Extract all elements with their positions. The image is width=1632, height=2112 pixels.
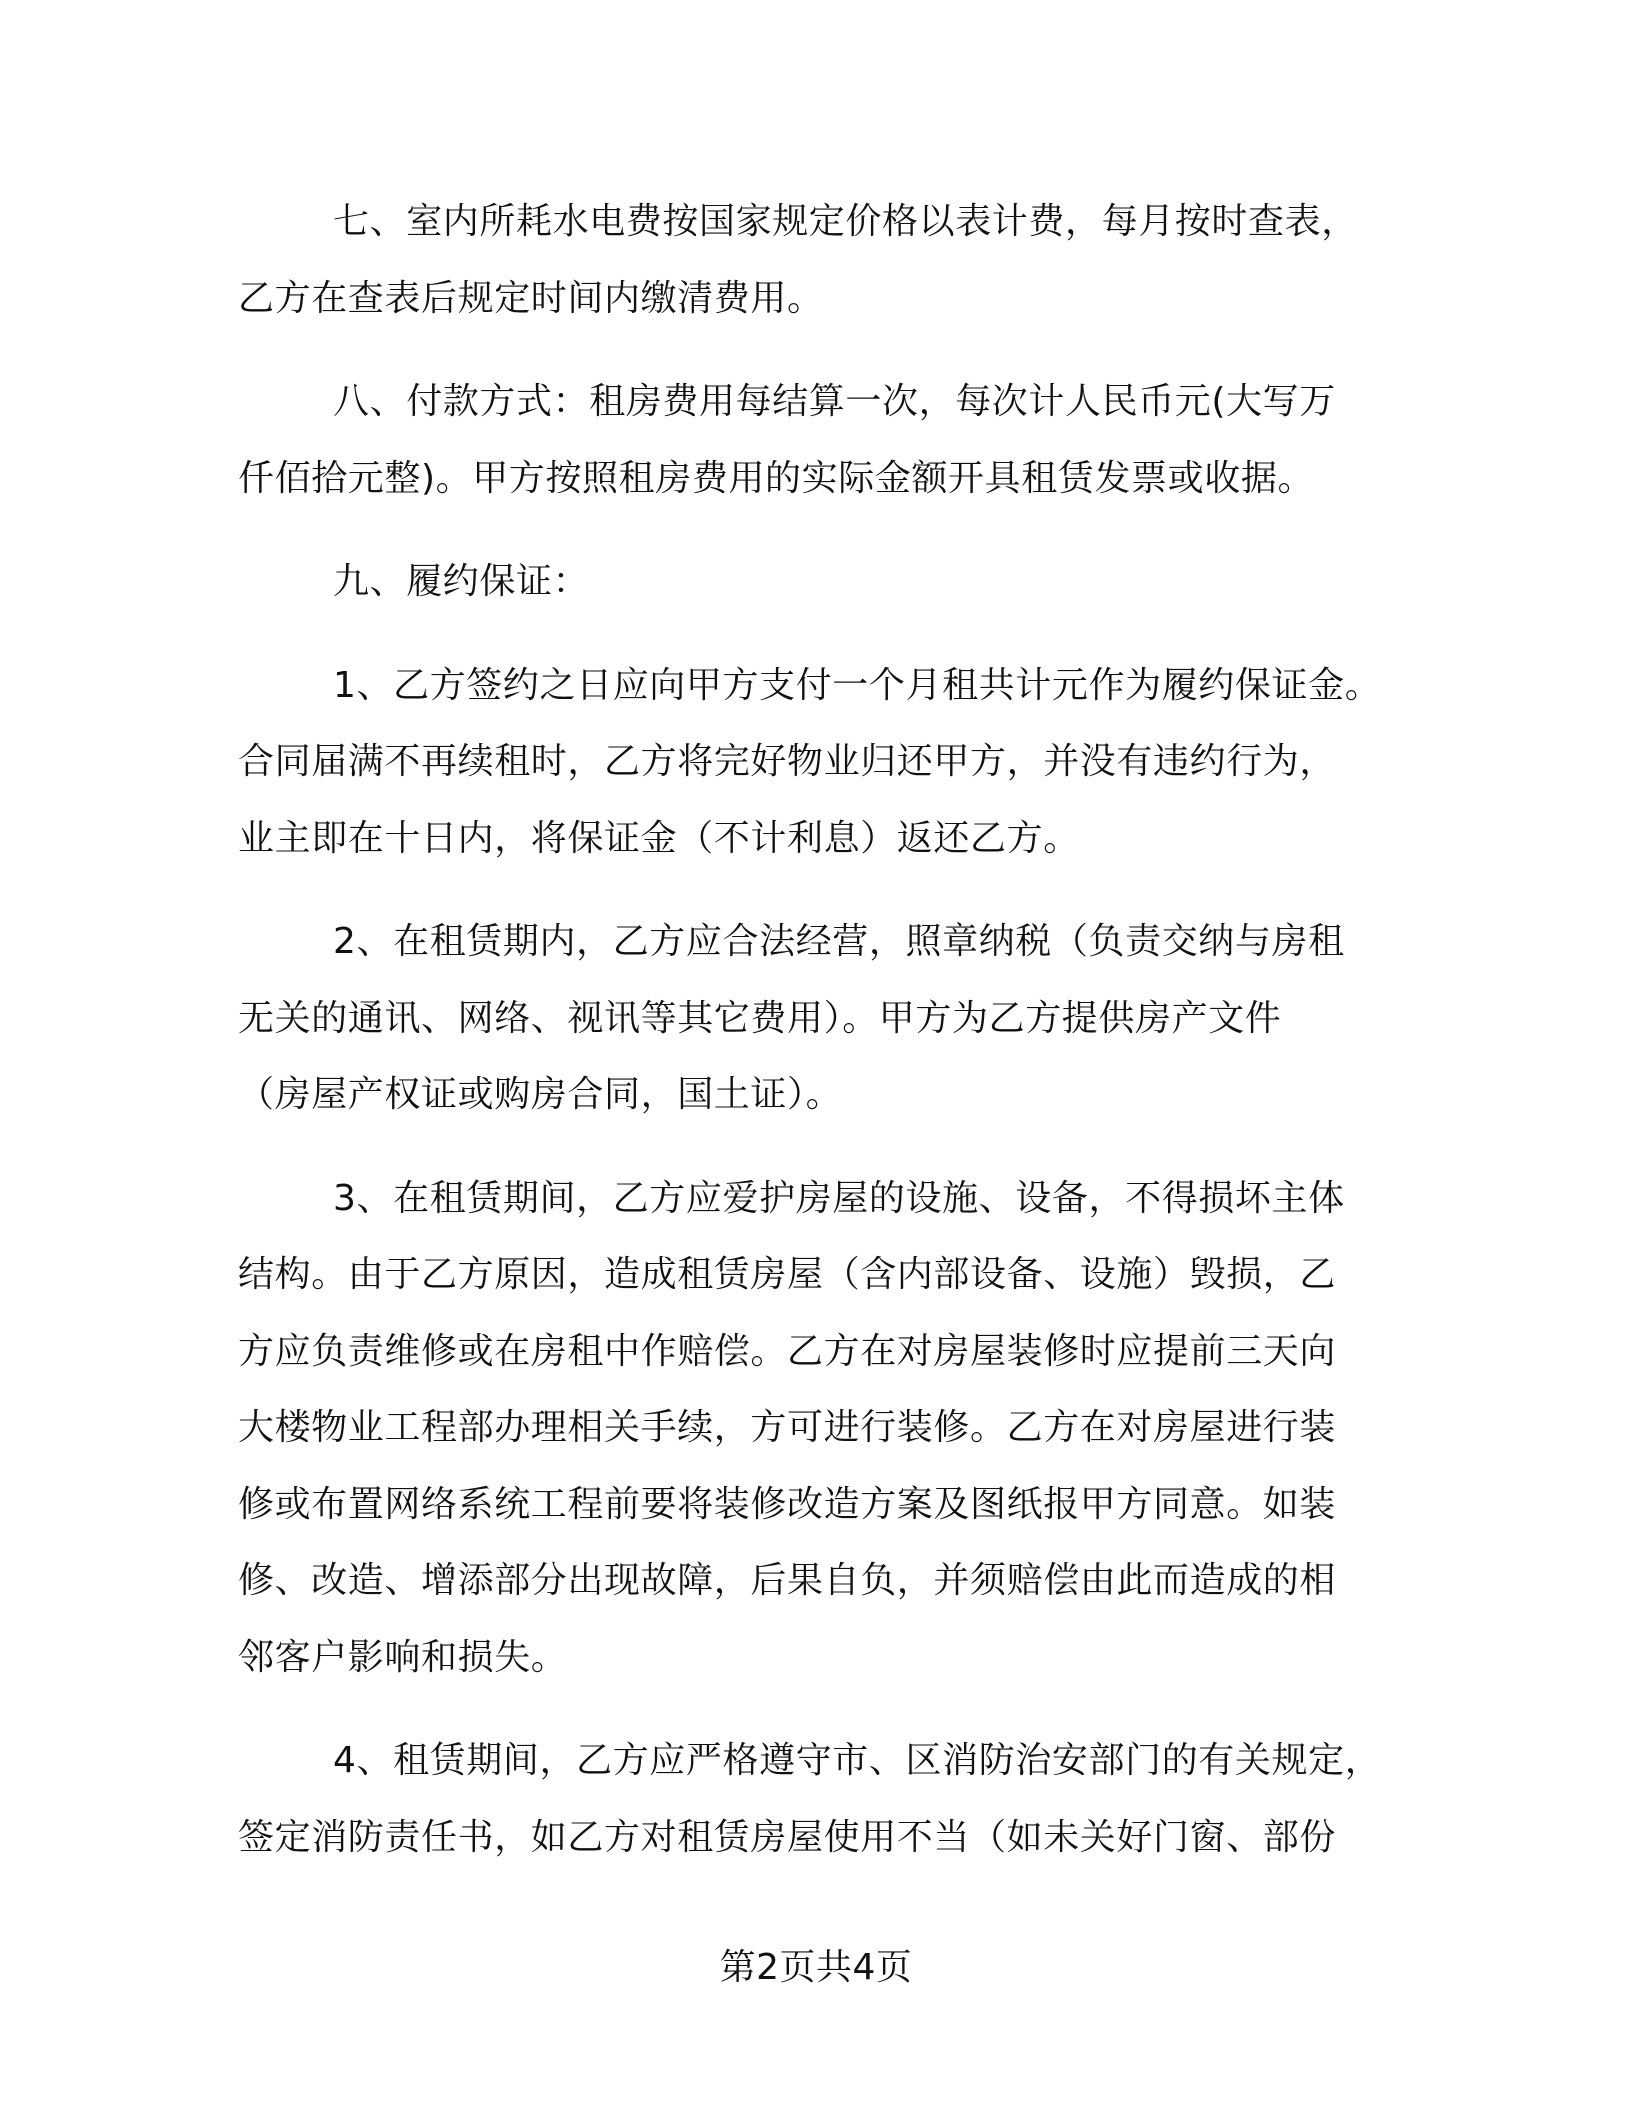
text-line: （房屋产权证或购房合同，国土证）。: [238, 1074, 843, 1115]
paragraph-clause-7: [238, 184, 1383, 337]
paragraph-clause-9-3: [238, 1161, 1383, 1697]
paragraph-clause-9-1: [238, 648, 1383, 878]
text-line: 大楼物业工程部办理相关手续，方可进行装修。乙方在对房屋进行装: [238, 1407, 1337, 1448]
document-body: [238, 184, 1383, 1903]
text-line: 合同届满不再续租时，乙方将完好物业归还甲方，并没有违约行为，: [238, 741, 1337, 782]
text-line: 仟佰拾元整)。甲方按照租房费用的实际金额开具租赁发票或收据。: [238, 457, 1315, 499]
text-line: 方应负责维修或在房租中作赔偿。乙方在对房屋装修时应提前三天向: [238, 1330, 1337, 1372]
text-line: 1、乙方签约之日应向甲方支付一个月租共计元作为履约保证金。: [333, 664, 1382, 706]
text-line: 签定消防责任书，如乙方对租赁房屋使用不当（如未关好门窗、部份: [238, 1816, 1337, 1858]
text-line: 3、在租赁期间，乙方应爱护房屋的设施、设备，不得损坏主体: [333, 1177, 1345, 1219]
text-line: 八、付款方式：租房费用每结算一次，每次计人民币元(大写万: [333, 381, 1336, 422]
text-line: 业主即在十日内，将保证金（不计利息）返还乙方。: [238, 817, 1080, 859]
paragraph-clause-9-4: [238, 1723, 1383, 1876]
text-line: 乙方在查表后规定时间内缴清费用。: [238, 277, 824, 319]
text-line: 七、室内所耗水电费按国家规定价格以表计费，每月按时查表，: [333, 201, 1358, 242]
text-line: 2、在租赁期内，乙方应合法经营，照章纳税（负责交纳与房租: [333, 921, 1345, 962]
paragraph-clause-8: [238, 364, 1383, 517]
text-line: 修、改造、增添部分出现故障，后果自负，并须赔偿由此而造成的相: [238, 1560, 1337, 1601]
page-number-footer: 第2页共4页: [719, 1947, 913, 1988]
text-line: 4、租赁期间，乙方应严格遵守市、区消防治安部门的有关规定，: [333, 1740, 1382, 1781]
text-line: 九、履约保证：: [333, 561, 590, 602]
paragraph-clause-9-2: [238, 904, 1383, 1134]
text-line: 结构。由于乙方原因，造成租赁房屋（含内部设备、设施）毁损，乙: [238, 1254, 1337, 1295]
text-line: 无关的通讯、网络、视讯等其它费用）。甲方为乙方提供房产文件: [238, 997, 1282, 1039]
paragraph-clause-9: [238, 544, 1383, 621]
text-line: 修或布置网络系统工程前要将装修改造方案及图纸报甲方同意。如装: [238, 1483, 1337, 1525]
text-line: 邻客户影响和损失。: [238, 1636, 568, 1678]
